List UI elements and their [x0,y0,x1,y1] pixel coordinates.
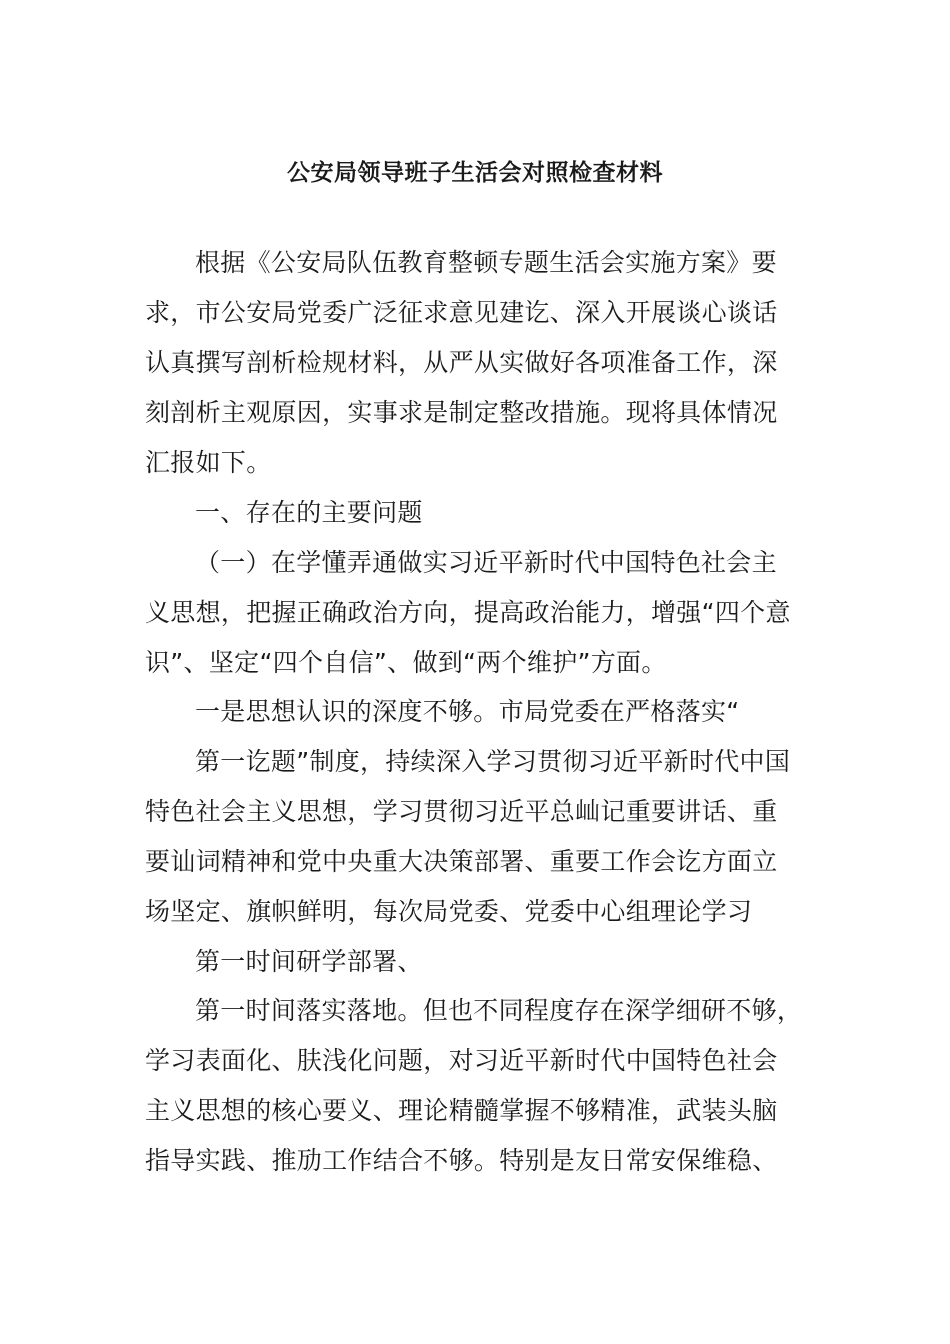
paragraph-line: 特色社会主义思想，学习贯彻习近平总屾记重要讲话、重 [145,797,778,826]
paragraph-line: 根据《公安局队伍教育整顿专题生活会实施方案》要 [195,248,777,277]
paragraph-line: 第一时间研学部署、 [195,947,423,976]
paragraph-line: 汇报如下。 [145,448,272,477]
paragraph-line: 刻剖析主观原因，实事求是制定整改措施。现将具体情况 [145,398,778,427]
paragraph-line: 求，市公安局党委广泛征求意见建讫、深入开展谈心谈话 [145,298,778,327]
paragraph-line: 识”、坚定“四个自信”、做到“两个维护”方面。 [145,648,667,677]
paragraph-line: 学习表面化、肤浅化问题，对习近平新时代中国特色社会 [145,1046,778,1075]
paragraph-line: 要讪词精神和党中央重大决策部署、重要工作会讫方面立 [145,847,778,876]
paragraph-line: 义思想，把握正确政治方向，提高政治能力，增强“四个意 [145,598,791,627]
section-heading: 一、存在的主要问题 [195,498,423,527]
paragraph-line: 主义思想的核心要义、理论精髓掌握不够精准，武装头脑 [145,1096,778,1125]
subsection-heading: （一）在学懂弄通做实习近平新时代中国特色社会主 [195,548,777,577]
paragraph-line: 一是思想认识的深度不够。市局党委在严格落实“ [195,697,740,726]
document-title: 公安局领导班子生活会对照检查材料 [287,160,663,186]
paragraph-line: 第一讫题”制度，持续深入学习贯彻习近平新时代中国 [195,747,791,776]
paragraph-line: 指导实践、推劢工作结合不够。特别是友日常安保维稳、 [145,1146,778,1175]
paragraph-line: 认真撰写剖析检规材料，从严从实做好各项准备工作，深 [145,348,778,377]
paragraph-line: 场坚定、旗帜鲜明，每次局党委、党委中心组理论学习 [145,897,753,926]
paragraph-line: 第一时间落实落地。但也不同程度存在深学细研不够， [195,996,803,1025]
